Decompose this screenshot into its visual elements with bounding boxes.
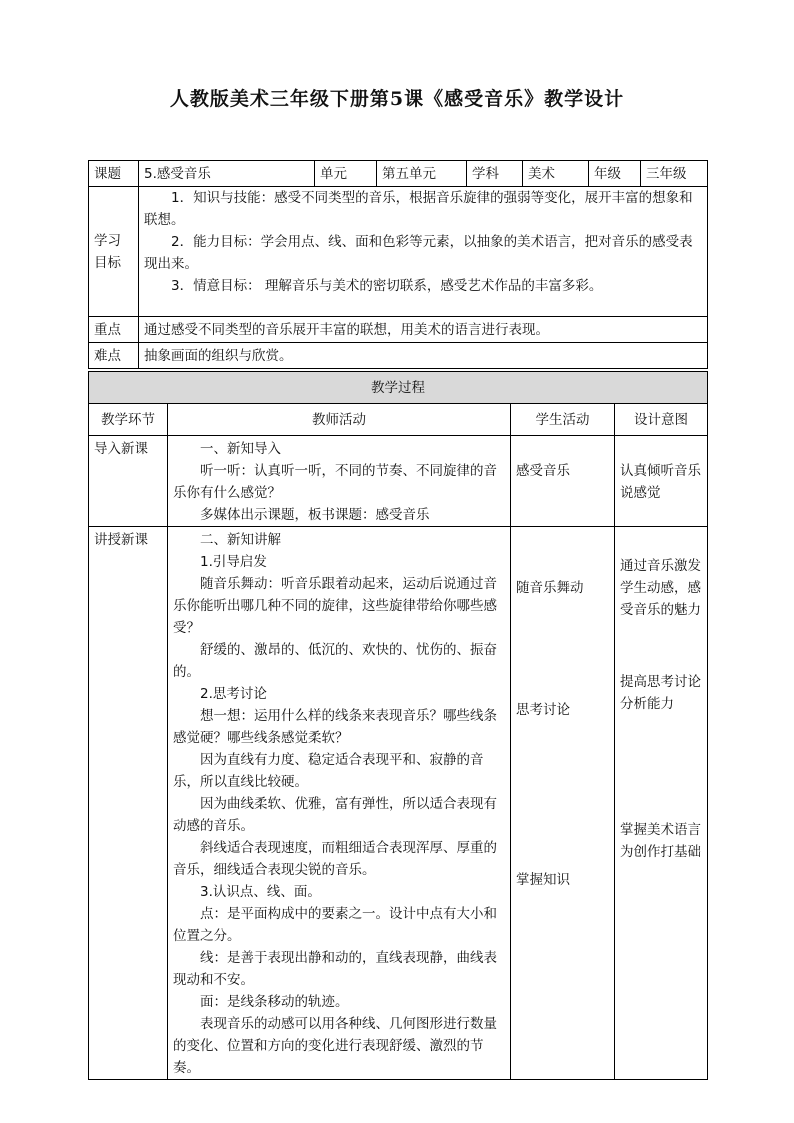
process-band: 教学过程: [89, 372, 708, 404]
unit-label: 单元: [315, 161, 377, 187]
student-cell: 感受音乐: [511, 436, 615, 527]
difficulty-value: 抽象画面的组织与欣赏。: [139, 343, 708, 369]
unit-value: 第五单元: [377, 161, 467, 187]
subject-value: 美术: [523, 161, 589, 187]
student-cell: 随音乐舞动 思考讨论 掌握知识: [511, 527, 615, 1080]
goal-item: 2．能力目标：学会用点、线、面和色彩等元素，以抽象的美术语言，把对音乐的感受表现出来。: [144, 234, 693, 272]
focus-label: 重点: [89, 317, 139, 343]
process-table: [88, 371, 708, 1080]
topic-label: 课题: [89, 161, 139, 187]
focus-value: 通过感受不同类型的音乐展开丰富的联想，用美术的语言进行表现。: [139, 317, 708, 343]
table-row: [89, 436, 708, 527]
stage-cell: 讲授新课: [89, 527, 168, 1080]
header-intent: 设计意图: [615, 404, 708, 436]
grade-value: 三年级: [641, 161, 708, 187]
header-student: 学生活动: [511, 404, 615, 436]
intent-cell: 通过音乐激发学生动感，感受音乐的魅力 提高思考讨论分析能力 掌握美术语言为创作打基础: [615, 527, 708, 1080]
intent-cell: 认真倾听音乐说感觉: [615, 436, 708, 527]
goals-label: 学习目标: [89, 187, 139, 317]
header-teacher: 教师活动: [168, 404, 511, 436]
teacher-cell: 一、新知导入 听一听：认真听一听，不同的节奏、不同旋律的音乐你有什么感觉？ 多媒体出示课题，板书课题：感受音乐: [168, 436, 511, 527]
subject-label: 学科: [467, 161, 523, 187]
teacher-cell: 二、新知讲解 1.引导启发 随音乐舞动：听音乐跟着动起来，运动后说通过音乐你能听出哪几种不同的旋律，这些旋律带给你哪些感受？ 舒缓的、激昂的、低沉的、欢快的、忧伤的、振奋的。 2.思考讨论 想一想：运用什么样的线条来表现音乐？哪些线条感觉硬？哪些线条感觉柔软？ 因为直线有力度、稳定适合表现平和、寂静的音乐，所以直线比较硬。 因为曲线柔软、优雅，富有弹性，所以适合表现有动感的音乐。 斜线适合表现速度，而粗细适合表现浑厚、厚重的音乐，细线适合表现尖锐的音乐。 3.认识点、线、面。 点：是平面构成中的要素之一。设计中点有大小和位置之分。 线：是善于表现出静和动的，直线表现静，曲线表现动和不安。 面：是线条移动的轨迹。 表现音乐的动感可以用各种线、几何图形进行数量的变化、位置和方向的变化进行表现舒缓、激烈的节奏。: [168, 527, 511, 1080]
grade-label: 年级: [589, 161, 641, 187]
stage-cell: 导入新课: [89, 436, 168, 527]
goal-item: 3．情意目标： 理解音乐与美术的密切联系，感受艺术作品的丰富多彩。: [171, 278, 603, 294]
info-table: [88, 160, 708, 369]
document-title: 人教版美术三年级下册第5课《感受音乐》教学设计: [169, 88, 625, 110]
table-row: [89, 527, 708, 1080]
difficulty-label: 难点: [89, 343, 139, 369]
goal-item: 1．知识与技能：感受不同类型的音乐，根据音乐旋律的强弱等变化，展开丰富的想象和联想。: [144, 190, 693, 228]
header-stage: 教学环节: [89, 404, 168, 436]
goals-cell: [139, 187, 708, 317]
topic-value: 5.感受音乐: [139, 161, 315, 187]
